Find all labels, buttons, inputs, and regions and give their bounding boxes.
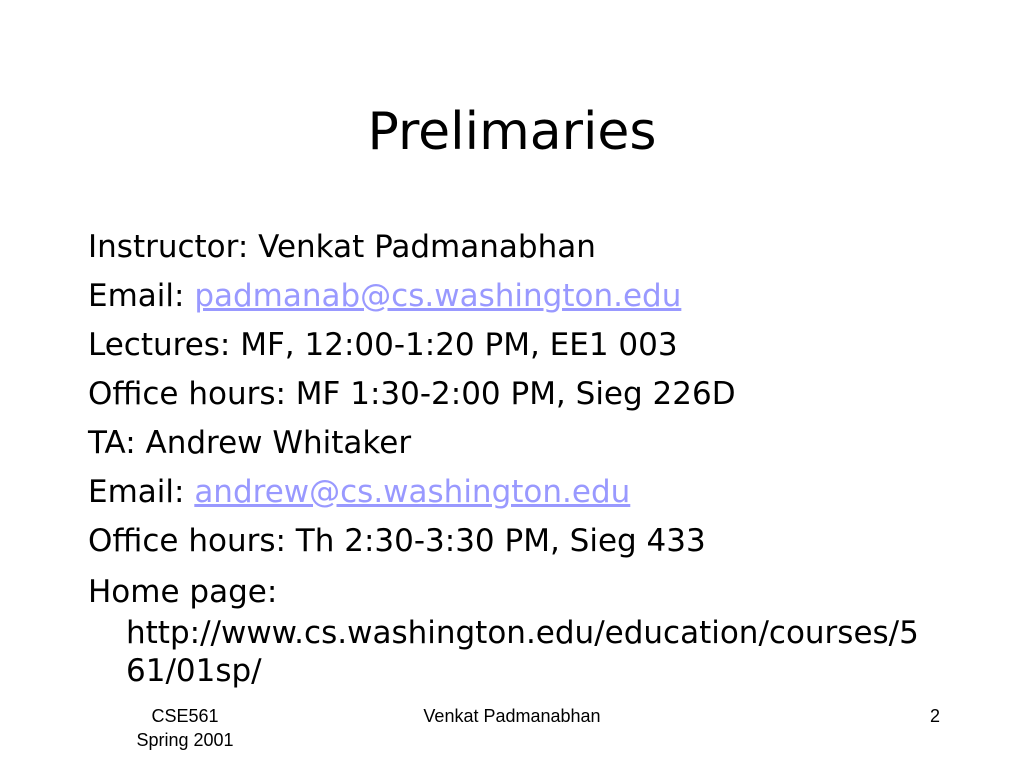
instructor-office-hours-line: Office hours: MF 1:30-2:00 PM, Sieg 226D [88, 376, 736, 412]
ta-email-label: Email: [88, 474, 195, 510]
ta-line: TA: Andrew Whitaker [88, 425, 412, 461]
footer-author: Venkat Padmanabhan [423, 706, 601, 726]
ta-office-hours-line: Office hours: Th 2:30-3:30 PM, Sieg 433 [88, 523, 706, 559]
instructor-email-link[interactable]: padmanab@cs.washington.edu [194, 278, 682, 314]
footer-course-info [125, 704, 245, 752]
instructor-email-label: Email: [88, 278, 195, 314]
slide-title: Prelimaries [367, 102, 657, 162]
home-page-label: Home page: [88, 574, 278, 610]
ta-email-line [88, 468, 948, 517]
footer-page-number: 2 [929, 706, 940, 726]
footer-course: CSE561 [151, 706, 219, 726]
slide-body [88, 223, 948, 690]
ta-email-link[interactable]: andrew@cs.washington.edu [194, 474, 631, 510]
lectures-line: Lectures: MF, 12:00-1:20 PM, EE1 003 [88, 327, 678, 363]
footer-term: Spring 2001 [136, 730, 234, 750]
instructor-email-line [88, 272, 948, 321]
instructor-line: Instructor: Venkat Padmanabhan [88, 229, 596, 265]
home-page-url: http://www.cs.washington.edu/education/courses/561/01sp/ [126, 615, 919, 689]
